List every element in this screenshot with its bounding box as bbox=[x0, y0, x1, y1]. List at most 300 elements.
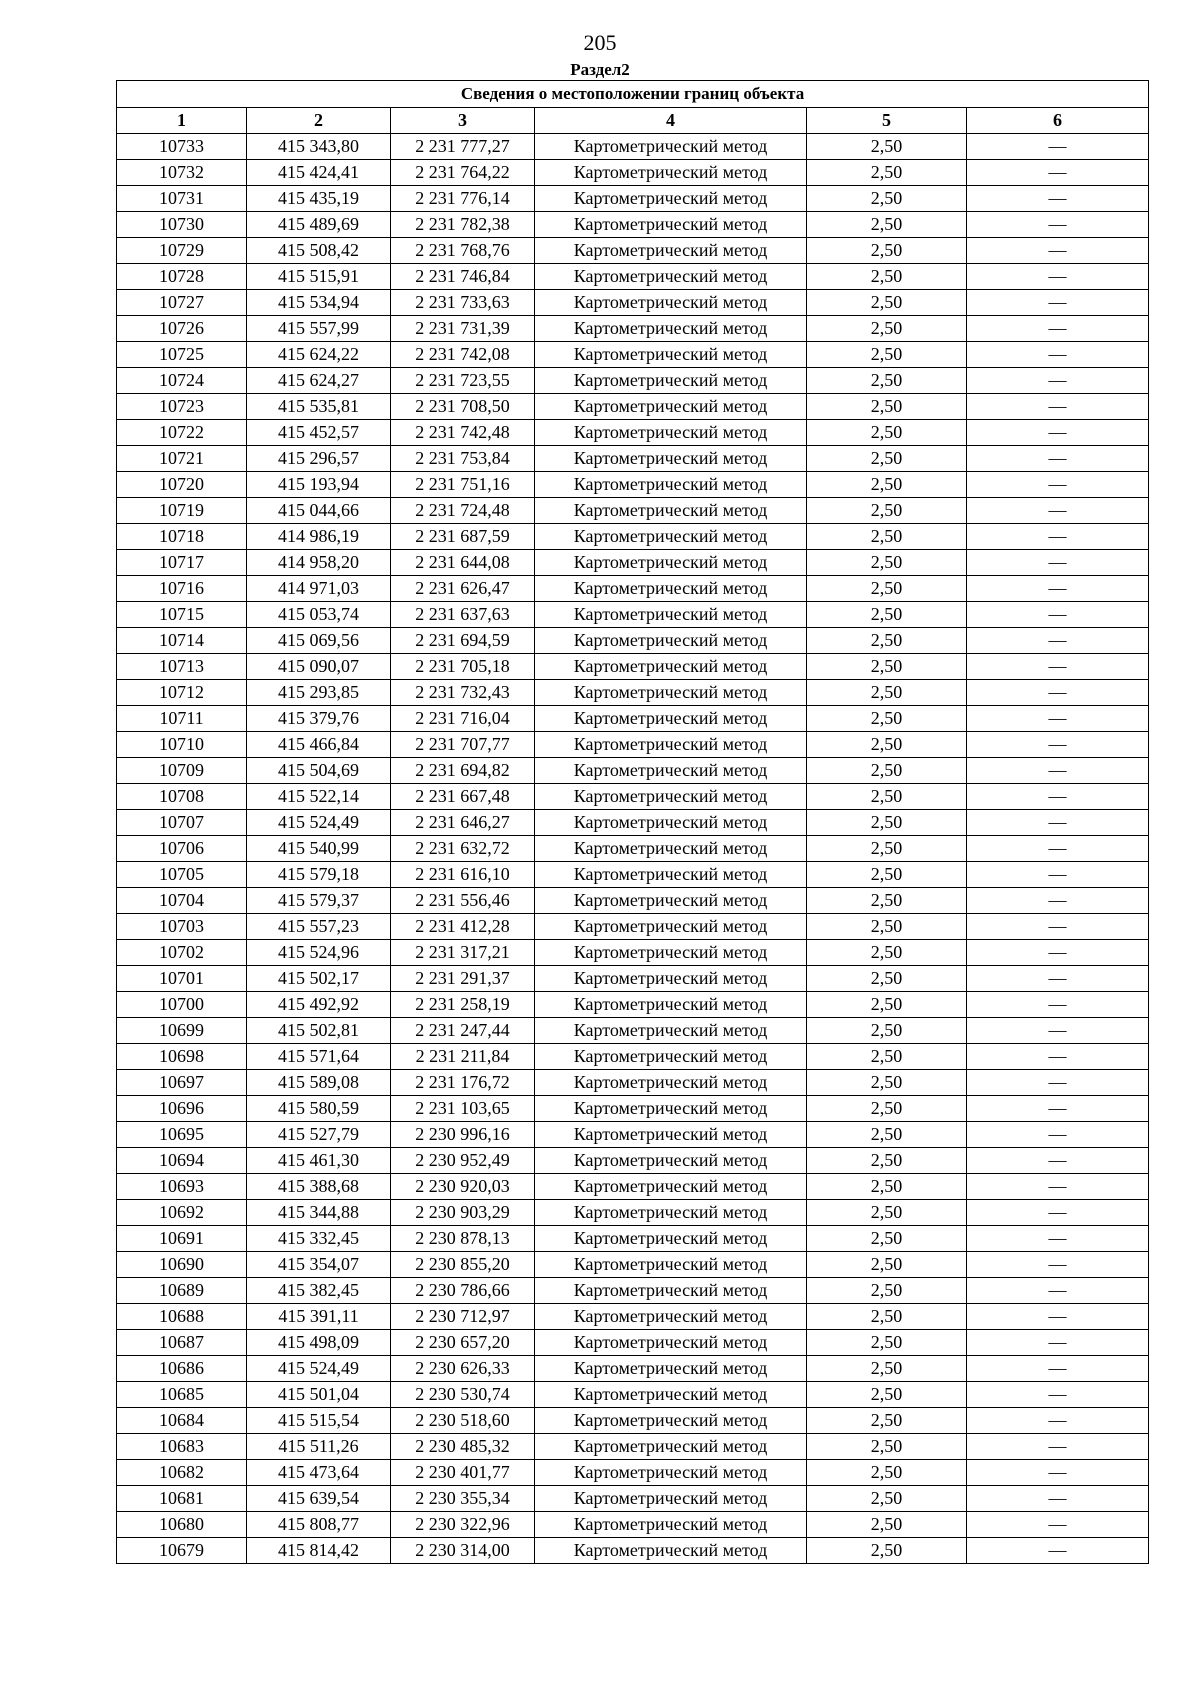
table-row bbox=[117, 1486, 1149, 1512]
x-coordinate-cell: 415 193,94 bbox=[247, 472, 391, 498]
point-number-cell: 10721 bbox=[117, 446, 247, 472]
table-row bbox=[117, 1512, 1149, 1538]
accuracy-cell: 2,50 bbox=[807, 732, 967, 758]
accuracy-cell: 2,50 bbox=[807, 602, 967, 628]
x-coordinate-cell: 415 579,18 bbox=[247, 862, 391, 888]
x-coordinate-cell: 415 296,57 bbox=[247, 446, 391, 472]
point-number-cell: 10683 bbox=[117, 1434, 247, 1460]
y-coordinate-cell: 2 231 258,19 bbox=[391, 992, 535, 1018]
description-cell: — bbox=[967, 238, 1149, 264]
x-coordinate-cell: 415 293,85 bbox=[247, 680, 391, 706]
method-cell: Картометрический метод bbox=[535, 1252, 807, 1278]
description-cell: — bbox=[967, 1148, 1149, 1174]
point-number-cell: 10686 bbox=[117, 1356, 247, 1382]
description-cell: — bbox=[967, 134, 1149, 160]
point-number-cell: 10702 bbox=[117, 940, 247, 966]
description-cell: — bbox=[967, 498, 1149, 524]
point-number-cell: 10684 bbox=[117, 1408, 247, 1434]
table-row bbox=[117, 758, 1149, 784]
description-cell: — bbox=[967, 1330, 1149, 1356]
accuracy-cell: 2,50 bbox=[807, 186, 967, 212]
description-cell: — bbox=[967, 1018, 1149, 1044]
accuracy-cell: 2,50 bbox=[807, 1096, 967, 1122]
table-row bbox=[117, 368, 1149, 394]
y-coordinate-cell: 2 231 646,27 bbox=[391, 810, 535, 836]
method-cell: Картометрический метод bbox=[535, 862, 807, 888]
description-cell: — bbox=[967, 1486, 1149, 1512]
y-coordinate-cell: 2 231 732,43 bbox=[391, 680, 535, 706]
x-coordinate-cell: 415 492,92 bbox=[247, 992, 391, 1018]
accuracy-cell: 2,50 bbox=[807, 420, 967, 446]
table-row bbox=[117, 1096, 1149, 1122]
method-cell: Картометрический метод bbox=[535, 732, 807, 758]
method-cell: Картометрический метод bbox=[535, 316, 807, 342]
description-cell: — bbox=[967, 1304, 1149, 1330]
y-coordinate-cell: 2 231 733,63 bbox=[391, 290, 535, 316]
boundary-coordinates-table bbox=[116, 80, 1149, 1564]
method-cell: Картометрический метод bbox=[535, 1226, 807, 1252]
accuracy-cell: 2,50 bbox=[807, 160, 967, 186]
accuracy-cell: 2,50 bbox=[807, 316, 967, 342]
table-row bbox=[117, 1460, 1149, 1486]
point-number-cell: 10691 bbox=[117, 1226, 247, 1252]
description-cell: — bbox=[967, 862, 1149, 888]
x-coordinate-cell: 415 534,94 bbox=[247, 290, 391, 316]
description-cell: — bbox=[967, 1460, 1149, 1486]
y-coordinate-cell: 2 230 355,34 bbox=[391, 1486, 535, 1512]
x-coordinate-cell: 415 814,42 bbox=[247, 1538, 391, 1564]
table-row bbox=[117, 602, 1149, 628]
table-row bbox=[117, 498, 1149, 524]
x-coordinate-cell: 415 511,26 bbox=[247, 1434, 391, 1460]
y-coordinate-cell: 2 231 247,44 bbox=[391, 1018, 535, 1044]
column-header-6: 6 bbox=[967, 108, 1149, 134]
method-cell: Картометрический метод bbox=[535, 1538, 807, 1564]
point-number-cell: 10708 bbox=[117, 784, 247, 810]
point-number-cell: 10694 bbox=[117, 1148, 247, 1174]
y-coordinate-cell: 2 230 314,00 bbox=[391, 1538, 535, 1564]
method-cell: Картометрический метод bbox=[535, 1512, 807, 1538]
description-cell: — bbox=[967, 472, 1149, 498]
table-row bbox=[117, 1018, 1149, 1044]
column-header-3: 3 bbox=[391, 108, 535, 134]
accuracy-cell: 2,50 bbox=[807, 758, 967, 784]
y-coordinate-cell: 2 231 176,72 bbox=[391, 1070, 535, 1096]
accuracy-cell: 2,50 bbox=[807, 914, 967, 940]
description-cell: — bbox=[967, 342, 1149, 368]
table-row bbox=[117, 576, 1149, 602]
table-row bbox=[117, 992, 1149, 1018]
y-coordinate-cell: 2 230 626,33 bbox=[391, 1356, 535, 1382]
x-coordinate-cell: 415 354,07 bbox=[247, 1252, 391, 1278]
y-coordinate-cell: 2 230 878,13 bbox=[391, 1226, 535, 1252]
x-coordinate-cell: 415 435,19 bbox=[247, 186, 391, 212]
accuracy-cell: 2,50 bbox=[807, 1330, 967, 1356]
accuracy-cell: 2,50 bbox=[807, 1226, 967, 1252]
column-header-5: 5 bbox=[807, 108, 967, 134]
accuracy-cell: 2,50 bbox=[807, 888, 967, 914]
table-row bbox=[117, 1356, 1149, 1382]
y-coordinate-cell: 2 230 903,29 bbox=[391, 1200, 535, 1226]
y-coordinate-cell: 2 231 694,59 bbox=[391, 628, 535, 654]
x-coordinate-cell: 415 391,11 bbox=[247, 1304, 391, 1330]
method-cell: Картометрический метод bbox=[535, 446, 807, 472]
y-coordinate-cell: 2 231 746,84 bbox=[391, 264, 535, 290]
accuracy-cell: 2,50 bbox=[807, 1408, 967, 1434]
table-row bbox=[117, 550, 1149, 576]
description-cell: — bbox=[967, 940, 1149, 966]
method-cell: Картометрический метод bbox=[535, 472, 807, 498]
x-coordinate-cell: 415 501,04 bbox=[247, 1382, 391, 1408]
page-number: 205 bbox=[583, 30, 617, 55]
y-coordinate-cell: 2 231 412,28 bbox=[391, 914, 535, 940]
point-number-cell: 10733 bbox=[117, 134, 247, 160]
column-header-1: 1 bbox=[117, 108, 247, 134]
point-number-cell: 10700 bbox=[117, 992, 247, 1018]
point-number-cell: 10716 bbox=[117, 576, 247, 602]
y-coordinate-cell: 2 231 782,38 bbox=[391, 212, 535, 238]
table-row bbox=[117, 940, 1149, 966]
method-cell: Картометрический метод bbox=[535, 706, 807, 732]
description-cell: — bbox=[967, 654, 1149, 680]
x-coordinate-cell: 415 489,69 bbox=[247, 212, 391, 238]
accuracy-cell: 2,50 bbox=[807, 342, 967, 368]
accuracy-cell: 2,50 bbox=[807, 706, 967, 732]
method-cell: Картометрический метод bbox=[535, 1434, 807, 1460]
y-coordinate-cell: 2 231 616,10 bbox=[391, 862, 535, 888]
y-coordinate-cell: 2 230 855,20 bbox=[391, 1252, 535, 1278]
accuracy-cell: 2,50 bbox=[807, 290, 967, 316]
point-number-cell: 10698 bbox=[117, 1044, 247, 1070]
y-coordinate-cell: 2 231 705,18 bbox=[391, 654, 535, 680]
point-number-cell: 10729 bbox=[117, 238, 247, 264]
x-coordinate-cell: 415 382,45 bbox=[247, 1278, 391, 1304]
point-number-cell: 10714 bbox=[117, 628, 247, 654]
method-cell: Картометрический метод bbox=[535, 836, 807, 862]
method-cell: Картометрический метод bbox=[535, 758, 807, 784]
x-coordinate-cell: 415 522,14 bbox=[247, 784, 391, 810]
method-cell: Картометрический метод bbox=[535, 1096, 807, 1122]
x-coordinate-cell: 415 498,09 bbox=[247, 1330, 391, 1356]
description-cell: — bbox=[967, 1434, 1149, 1460]
y-coordinate-cell: 2 231 731,39 bbox=[391, 316, 535, 342]
description-cell: — bbox=[967, 1278, 1149, 1304]
x-coordinate-cell: 415 053,74 bbox=[247, 602, 391, 628]
table-row bbox=[117, 810, 1149, 836]
accuracy-cell: 2,50 bbox=[807, 446, 967, 472]
description-cell: — bbox=[967, 420, 1149, 446]
accuracy-cell: 2,50 bbox=[807, 1122, 967, 1148]
table-row bbox=[117, 836, 1149, 862]
y-coordinate-cell: 2 230 485,32 bbox=[391, 1434, 535, 1460]
y-coordinate-cell: 2 231 742,48 bbox=[391, 420, 535, 446]
point-number-cell: 10724 bbox=[117, 368, 247, 394]
table-row bbox=[117, 654, 1149, 680]
x-coordinate-cell: 415 388,68 bbox=[247, 1174, 391, 1200]
accuracy-cell: 2,50 bbox=[807, 1356, 967, 1382]
y-coordinate-cell: 2 231 556,46 bbox=[391, 888, 535, 914]
table-row bbox=[117, 1148, 1149, 1174]
method-cell: Картометрический метод bbox=[535, 680, 807, 706]
description-cell: — bbox=[967, 1512, 1149, 1538]
point-number-cell: 10696 bbox=[117, 1096, 247, 1122]
accuracy-cell: 2,50 bbox=[807, 784, 967, 810]
description-cell: — bbox=[967, 160, 1149, 186]
table-row bbox=[117, 1070, 1149, 1096]
x-coordinate-cell: 415 473,64 bbox=[247, 1460, 391, 1486]
table-row bbox=[117, 1226, 1149, 1252]
point-number-cell: 10697 bbox=[117, 1070, 247, 1096]
y-coordinate-cell: 2 231 667,48 bbox=[391, 784, 535, 810]
table-row bbox=[117, 160, 1149, 186]
table-row bbox=[117, 212, 1149, 238]
method-cell: Картометрический метод bbox=[535, 966, 807, 992]
table-row bbox=[117, 1174, 1149, 1200]
x-coordinate-cell: 415 808,77 bbox=[247, 1512, 391, 1538]
accuracy-cell: 2,50 bbox=[807, 1538, 967, 1564]
x-coordinate-cell: 415 527,79 bbox=[247, 1122, 391, 1148]
accuracy-cell: 2,50 bbox=[807, 940, 967, 966]
y-coordinate-cell: 2 230 401,77 bbox=[391, 1460, 535, 1486]
y-coordinate-cell: 2 231 764,22 bbox=[391, 160, 535, 186]
method-cell: Картометрический метод bbox=[535, 1278, 807, 1304]
table-row bbox=[117, 472, 1149, 498]
x-coordinate-cell: 415 557,99 bbox=[247, 316, 391, 342]
table-row bbox=[117, 914, 1149, 940]
point-number-cell: 10727 bbox=[117, 290, 247, 316]
x-coordinate-cell: 415 504,69 bbox=[247, 758, 391, 784]
method-cell: Картометрический метод bbox=[535, 1486, 807, 1512]
accuracy-cell: 2,50 bbox=[807, 1252, 967, 1278]
y-coordinate-cell: 2 231 753,84 bbox=[391, 446, 535, 472]
table-row bbox=[117, 888, 1149, 914]
point-number-cell: 10710 bbox=[117, 732, 247, 758]
method-cell: Картометрический метод bbox=[535, 602, 807, 628]
method-cell: Картометрический метод bbox=[535, 368, 807, 394]
point-number-cell: 10732 bbox=[117, 160, 247, 186]
point-number-cell: 10699 bbox=[117, 1018, 247, 1044]
y-coordinate-cell: 2 231 317,21 bbox=[391, 940, 535, 966]
table-header-row bbox=[117, 108, 1149, 134]
method-cell: Картометрический метод bbox=[535, 810, 807, 836]
y-coordinate-cell: 2 231 708,50 bbox=[391, 394, 535, 420]
description-cell: — bbox=[967, 1096, 1149, 1122]
accuracy-cell: 2,50 bbox=[807, 1512, 967, 1538]
description-cell: — bbox=[967, 1226, 1149, 1252]
description-cell: — bbox=[967, 212, 1149, 238]
description-cell: — bbox=[967, 810, 1149, 836]
y-coordinate-cell: 2 230 996,16 bbox=[391, 1122, 535, 1148]
method-cell: Картометрический метод bbox=[535, 1382, 807, 1408]
accuracy-cell: 2,50 bbox=[807, 212, 967, 238]
table-row bbox=[117, 1304, 1149, 1330]
point-number-cell: 10713 bbox=[117, 654, 247, 680]
y-coordinate-cell: 2 231 723,55 bbox=[391, 368, 535, 394]
description-cell: — bbox=[967, 524, 1149, 550]
y-coordinate-cell: 2 231 707,77 bbox=[391, 732, 535, 758]
point-number-cell: 10709 bbox=[117, 758, 247, 784]
table-row bbox=[117, 1044, 1149, 1070]
x-coordinate-cell: 415 452,57 bbox=[247, 420, 391, 446]
y-coordinate-cell: 2 230 518,60 bbox=[391, 1408, 535, 1434]
method-cell: Картометрический метод bbox=[535, 342, 807, 368]
table-row bbox=[117, 784, 1149, 810]
point-number-cell: 10705 bbox=[117, 862, 247, 888]
table-row bbox=[117, 732, 1149, 758]
description-cell: — bbox=[967, 888, 1149, 914]
description-cell: — bbox=[967, 394, 1149, 420]
method-cell: Картометрический метод bbox=[535, 1174, 807, 1200]
description-cell: — bbox=[967, 1408, 1149, 1434]
x-coordinate-cell: 415 624,22 bbox=[247, 342, 391, 368]
method-cell: Картометрический метод bbox=[535, 134, 807, 160]
x-coordinate-cell: 415 343,80 bbox=[247, 134, 391, 160]
point-number-cell: 10679 bbox=[117, 1538, 247, 1564]
method-cell: Картометрический метод bbox=[535, 1148, 807, 1174]
description-cell: — bbox=[967, 550, 1149, 576]
method-cell: Картометрический метод bbox=[535, 784, 807, 810]
accuracy-cell: 2,50 bbox=[807, 1070, 967, 1096]
point-number-cell: 10715 bbox=[117, 602, 247, 628]
x-coordinate-cell: 415 502,81 bbox=[247, 1018, 391, 1044]
y-coordinate-cell: 2 231 291,37 bbox=[391, 966, 535, 992]
description-cell: — bbox=[967, 1252, 1149, 1278]
column-header-2: 2 bbox=[247, 108, 391, 134]
table-row bbox=[117, 342, 1149, 368]
accuracy-cell: 2,50 bbox=[807, 524, 967, 550]
description-cell: — bbox=[967, 186, 1149, 212]
description-cell: — bbox=[967, 1382, 1149, 1408]
table-row bbox=[117, 238, 1149, 264]
y-coordinate-cell: 2 231 742,08 bbox=[391, 342, 535, 368]
x-coordinate-cell: 415 069,56 bbox=[247, 628, 391, 654]
point-number-cell: 10692 bbox=[117, 1200, 247, 1226]
point-number-cell: 10680 bbox=[117, 1512, 247, 1538]
x-coordinate-cell: 415 502,17 bbox=[247, 966, 391, 992]
accuracy-cell: 2,50 bbox=[807, 680, 967, 706]
y-coordinate-cell: 2 231 776,14 bbox=[391, 186, 535, 212]
table-row bbox=[117, 628, 1149, 654]
x-coordinate-cell: 414 986,19 bbox=[247, 524, 391, 550]
x-coordinate-cell: 415 580,59 bbox=[247, 1096, 391, 1122]
method-cell: Картометрический метод bbox=[535, 264, 807, 290]
table-row bbox=[117, 1434, 1149, 1460]
y-coordinate-cell: 2 230 322,96 bbox=[391, 1512, 535, 1538]
accuracy-cell: 2,50 bbox=[807, 264, 967, 290]
table-row bbox=[117, 316, 1149, 342]
x-coordinate-cell: 415 461,30 bbox=[247, 1148, 391, 1174]
description-cell: — bbox=[967, 368, 1149, 394]
method-cell: Картометрический метод bbox=[535, 628, 807, 654]
accuracy-cell: 2,50 bbox=[807, 498, 967, 524]
accuracy-cell: 2,50 bbox=[807, 1304, 967, 1330]
point-number-cell: 10685 bbox=[117, 1382, 247, 1408]
x-coordinate-cell: 415 624,27 bbox=[247, 368, 391, 394]
table-row bbox=[117, 524, 1149, 550]
method-cell: Картометрический метод bbox=[535, 654, 807, 680]
accuracy-cell: 2,50 bbox=[807, 1486, 967, 1512]
description-cell: — bbox=[967, 966, 1149, 992]
description-cell: — bbox=[967, 784, 1149, 810]
description-cell: — bbox=[967, 264, 1149, 290]
method-cell: Картометрический метод bbox=[535, 1408, 807, 1434]
description-cell: — bbox=[967, 290, 1149, 316]
x-coordinate-cell: 415 557,23 bbox=[247, 914, 391, 940]
accuracy-cell: 2,50 bbox=[807, 134, 967, 160]
x-coordinate-cell: 415 515,91 bbox=[247, 264, 391, 290]
accuracy-cell: 2,50 bbox=[807, 576, 967, 602]
point-number-cell: 10722 bbox=[117, 420, 247, 446]
table-row bbox=[117, 446, 1149, 472]
x-coordinate-cell: 414 958,20 bbox=[247, 550, 391, 576]
point-number-cell: 10704 bbox=[117, 888, 247, 914]
y-coordinate-cell: 2 231 716,04 bbox=[391, 706, 535, 732]
y-coordinate-cell: 2 231 644,08 bbox=[391, 550, 535, 576]
y-coordinate-cell: 2 230 657,20 bbox=[391, 1330, 535, 1356]
table-row bbox=[117, 966, 1149, 992]
accuracy-cell: 2,50 bbox=[807, 1044, 967, 1070]
description-cell: — bbox=[967, 836, 1149, 862]
accuracy-cell: 2,50 bbox=[807, 1434, 967, 1460]
description-cell: — bbox=[967, 1044, 1149, 1070]
method-cell: Картометрический метод bbox=[535, 290, 807, 316]
method-cell: Картометрический метод bbox=[535, 1200, 807, 1226]
accuracy-cell: 2,50 bbox=[807, 1018, 967, 1044]
method-cell: Картометрический метод bbox=[535, 550, 807, 576]
y-coordinate-cell: 2 231 632,72 bbox=[391, 836, 535, 862]
description-cell: — bbox=[967, 1356, 1149, 1382]
method-cell: Картометрический метод bbox=[535, 238, 807, 264]
table-row bbox=[117, 264, 1149, 290]
table-row bbox=[117, 186, 1149, 212]
point-number-cell: 10681 bbox=[117, 1486, 247, 1512]
method-cell: Картометрический метод bbox=[535, 212, 807, 238]
method-cell: Картометрический метод bbox=[535, 524, 807, 550]
description-cell: — bbox=[967, 1174, 1149, 1200]
y-coordinate-cell: 2 231 777,27 bbox=[391, 134, 535, 160]
y-coordinate-cell: 2 231 694,82 bbox=[391, 758, 535, 784]
description-cell: — bbox=[967, 1070, 1149, 1096]
method-cell: Картометрический метод bbox=[535, 420, 807, 446]
accuracy-cell: 2,50 bbox=[807, 472, 967, 498]
table-caption-row bbox=[117, 81, 1149, 108]
point-number-cell: 10689 bbox=[117, 1278, 247, 1304]
point-number-cell: 10717 bbox=[117, 550, 247, 576]
table-row bbox=[117, 1382, 1149, 1408]
description-cell: — bbox=[967, 732, 1149, 758]
y-coordinate-cell: 2 231 103,65 bbox=[391, 1096, 535, 1122]
x-coordinate-cell: 415 424,41 bbox=[247, 160, 391, 186]
point-number-cell: 10720 bbox=[117, 472, 247, 498]
y-coordinate-cell: 2 231 687,59 bbox=[391, 524, 535, 550]
y-coordinate-cell: 2 230 920,03 bbox=[391, 1174, 535, 1200]
y-coordinate-cell: 2 230 952,49 bbox=[391, 1148, 535, 1174]
point-number-cell: 10731 bbox=[117, 186, 247, 212]
accuracy-cell: 2,50 bbox=[807, 966, 967, 992]
table-row bbox=[117, 862, 1149, 888]
point-number-cell: 10688 bbox=[117, 1304, 247, 1330]
point-number-cell: 10725 bbox=[117, 342, 247, 368]
table-row bbox=[117, 680, 1149, 706]
x-coordinate-cell: 415 571,64 bbox=[247, 1044, 391, 1070]
method-cell: Картометрический метод bbox=[535, 888, 807, 914]
table-row bbox=[117, 706, 1149, 732]
accuracy-cell: 2,50 bbox=[807, 836, 967, 862]
accuracy-cell: 2,50 bbox=[807, 1460, 967, 1486]
table-row bbox=[117, 1278, 1149, 1304]
table-row bbox=[117, 1200, 1149, 1226]
point-number-cell: 10718 bbox=[117, 524, 247, 550]
